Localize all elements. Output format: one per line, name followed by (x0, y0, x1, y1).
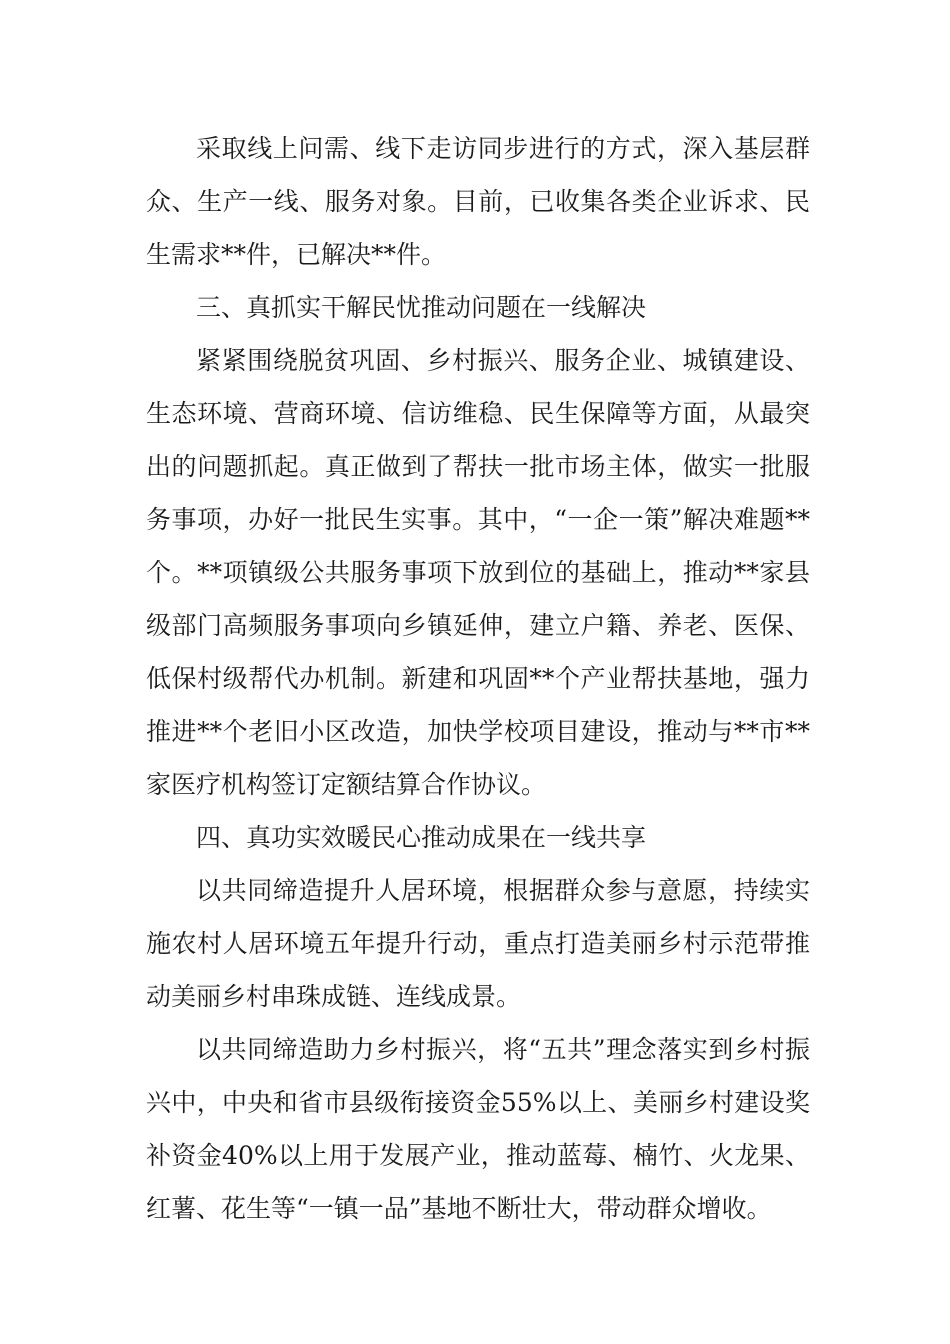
paragraph-living-environment: 以共同缔造提升人居环境，根据群众参与意愿，持续实施农村人居环境五年提升行动，重点打造美丽乡村示范带推动美丽乡村串珠成链、连线成景。 (146, 876, 810, 1011)
document-body (146, 122, 810, 1235)
section-heading-three: 三、真抓实干解民忧推动问题在一线解决 (196, 293, 647, 322)
section-heading-four: 四、真功实效暖民心推动成果在一线共享 (196, 823, 647, 852)
paragraph-rural-revitalization: 以共同缔造助力乡村振兴，将“五共”理念落实到乡村振兴中，中央和省市县级衔接资金55%以上、美丽乡村建设奖补资金40%以上用于发展产业，推动蓝莓、楠竹、火龙果、红薯、花生等“一镇一品”基地不断壮大，带动群众增收。 (146, 1035, 810, 1223)
paragraph-problem-solving: 紧紧围绕脱贫巩固、乡村振兴、服务企业、城镇建设、生态环境、营商环境、信访维稳、民生保障等方面，从最突出的问题抓起。真正做到了帮扶一批市场主体，做实一批服务事项，办好一批民生实事。其中，“一企一策”解决难题**个。**项镇级公共服务事项下放到位的基础上，推动**家县级部门高频服务事项向乡镇延伸，建立户籍、养老、医保、低保村级帮代办机制。新建和巩固**个产业帮扶基地，强力推进**个老旧小区改造，加快学校项目建设，推动与**市**家医疗机构签订定额结算合作协议。 (146, 346, 810, 799)
paragraph-outreach: 采取线上问需、线下走访同步进行的方式，深入基层群众、生产一线、服务对象。目前，已收集各类企业诉求、民生需求**件，已解决**件。 (146, 134, 810, 269)
